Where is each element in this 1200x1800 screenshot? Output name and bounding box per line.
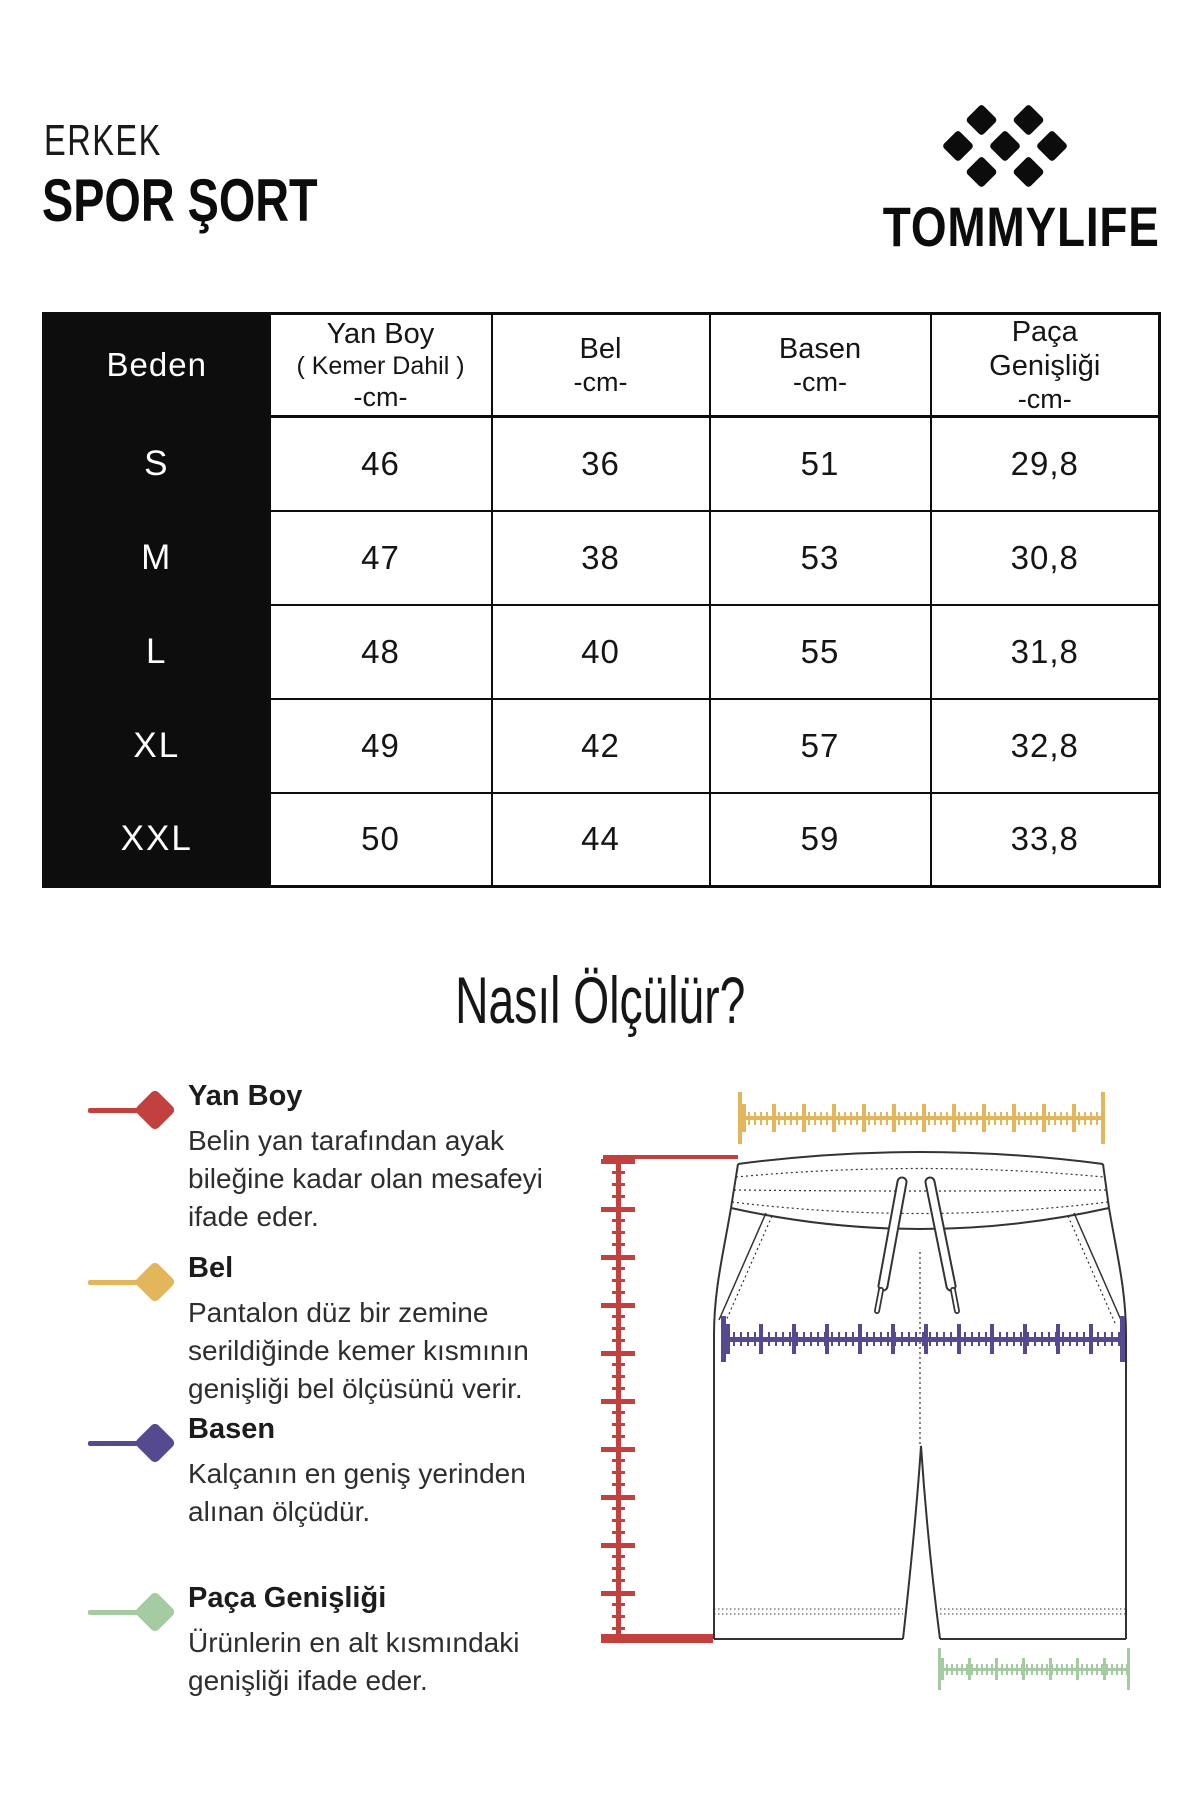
diamond-line-marker-icon [88, 1260, 188, 1304]
legend-label: Basen [188, 1413, 276, 1445]
column-header-bel: Bel -cm- [492, 314, 710, 417]
cell-value: 55 [710, 605, 931, 699]
diamond-icon [134, 1422, 176, 1464]
table-row [44, 417, 1160, 511]
right-pocket-line [1074, 1213, 1121, 1320]
legend-description: Belin yan tarafından ayak bileğine kadar olan mesafeyi ifade eder. [188, 1125, 543, 1232]
cell-value: 46 [270, 417, 492, 511]
legend-label: Bel [188, 1252, 234, 1284]
size-label: S [44, 417, 270, 511]
cell-value: 36 [492, 417, 710, 511]
diamond-icon [134, 1591, 176, 1633]
cell-value: 30,8 [931, 511, 1160, 605]
cell-value: 38 [492, 511, 710, 605]
legend-description: Pantalon düz bir zemine serildiğinde kemer kısmının genişliği bel ölçüsünü verir. [188, 1297, 529, 1404]
cell-value: 42 [492, 699, 710, 793]
table-header-row [44, 314, 1160, 417]
size-label: XL [44, 699, 270, 793]
category-title: ERKEK [44, 116, 162, 165]
legend-label: Paça Genişliği [188, 1582, 387, 1614]
column-header-paca-genisligi: Paça Genişliği -cm- [931, 314, 1160, 417]
table-row [44, 699, 1160, 793]
shorts-technical-sketch [560, 1080, 1200, 1720]
cell-value: 32,8 [931, 699, 1160, 793]
diamond-line-marker-icon [88, 1590, 188, 1634]
cell-value: 44 [492, 793, 710, 887]
cell-value: 53 [710, 511, 931, 605]
tommylife-diamonds-logo-icon [942, 96, 1072, 196]
bel-measure-ruler [738, 1092, 1105, 1144]
basen-measure-ruler [721, 1316, 1125, 1362]
column-header-yan-boy: Yan Boy ( Kemer Dahil ) -cm- [270, 314, 492, 417]
legend-description: Kalçanın en geniş yerinden alınan ölçüdür. [188, 1458, 526, 1527]
diamond-icon [134, 1089, 176, 1131]
paca-genisligi-measure-ruler [938, 1648, 1130, 1690]
left-pocket-line [719, 1213, 766, 1320]
size-label: L [44, 605, 270, 699]
legend-description: Ürünlerin en alt kısmındaki genişliği ifade eder. [188, 1627, 520, 1696]
cell-value: 29,8 [931, 417, 1160, 511]
diamond-icon [134, 1261, 176, 1303]
legend-label: Yan Boy [188, 1080, 303, 1112]
cell-value: 49 [270, 699, 492, 793]
table-row [44, 511, 1160, 605]
cell-value: 40 [492, 605, 710, 699]
size-label: XXL [44, 793, 270, 887]
cell-value: 59 [710, 793, 931, 887]
yan-boy-measure-ruler [601, 1159, 635, 1637]
column-header-beden: Beden [44, 314, 270, 417]
diamond-line-marker-icon [88, 1088, 188, 1132]
product-title: SPOR ŞORT [42, 167, 318, 234]
size-label: M [44, 511, 270, 605]
table-row [44, 605, 1160, 699]
cell-value: 50 [270, 793, 492, 887]
waistband-bottom-edge [731, 1208, 1109, 1229]
brand-wordmark: TOMMYLIFE [883, 195, 1160, 258]
cell-value: 57 [710, 699, 931, 793]
cell-value: 48 [270, 605, 492, 699]
cell-value: 31,8 [931, 605, 1160, 699]
cell-value: 47 [270, 511, 492, 605]
table-row [44, 793, 1160, 887]
how-to-measure-title: Nasıl Ölçülür? [454, 963, 746, 1037]
column-header-basen: Basen -cm- [710, 314, 931, 417]
diamond-line-marker-icon [88, 1421, 188, 1465]
inner-leg-seams [903, 1446, 940, 1639]
right-side-seam [1109, 1208, 1126, 1639]
yan-boy-measure-bottom-bar [601, 1634, 713, 1643]
drawstrings [877, 1182, 957, 1311]
cell-value: 33,8 [931, 793, 1160, 887]
cell-value: 51 [710, 417, 931, 511]
waistband-top-edge [738, 1152, 1103, 1164]
left-side-seam [714, 1208, 731, 1639]
size-table [42, 312, 1161, 888]
